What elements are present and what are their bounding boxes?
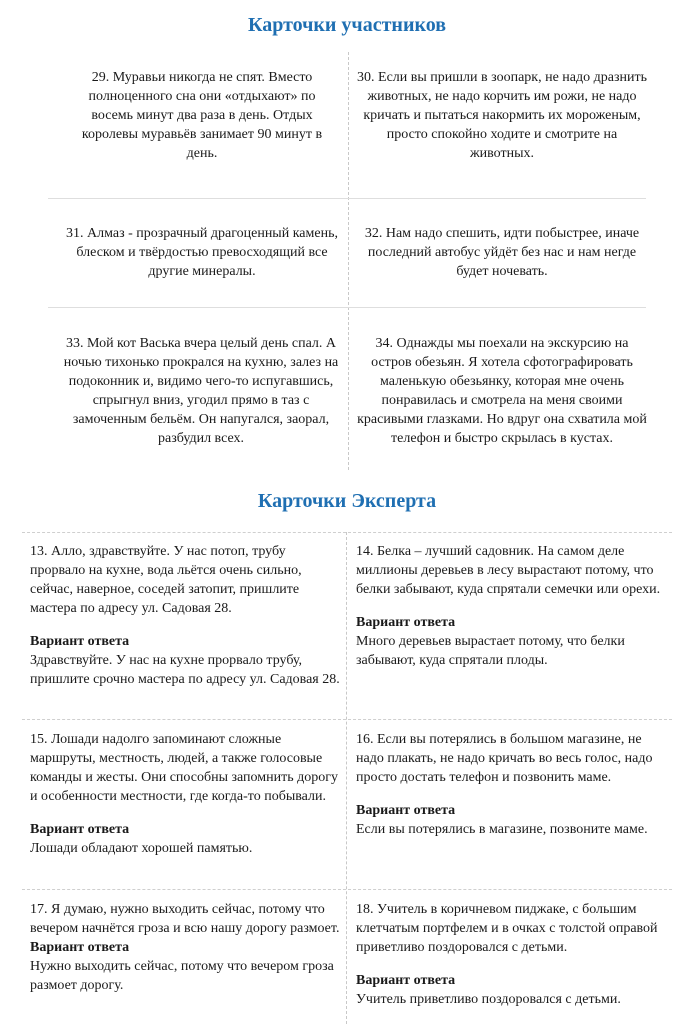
answer-label: Вариант ответа: [30, 822, 130, 837]
participants-row-divider: [48, 307, 646, 308]
expert-row-divider: [22, 719, 672, 720]
expert-card-text: 13. Алло, здравствуйте. У нас потоп, трубу прорвало на кухне, вода льётся очень сильно, сейчас, наверное, соседей затопит, пришлите мастера по адресу ул. Садовая 28.: [30, 544, 302, 616]
answer-label: Вариант ответа: [30, 634, 130, 649]
participant-card-34: 34. Однажды мы поехали на экскурсию на остров обезьян. Я хотела сфотографировать маленькую обезьянку, которая мне очень понравилась и смотрела на меня своими красивыми глазками. Но вдруг она схватила мой телефон и быстро скрылась в кустах.: [357, 336, 647, 446]
expert-row-divider: [22, 532, 672, 533]
expert-card-17: [30, 900, 340, 995]
expert-card-16: [356, 730, 672, 839]
expert-card-18: [356, 900, 672, 1009]
answer-text: Учитель приветливо поздоровался с детьми.: [356, 992, 621, 1007]
answer-label: Вариант ответа: [356, 973, 456, 988]
participant-card-32: 32. Нам надо спешить, идти побыстрее, иначе последний автобус уйдёт без нас и нам негде будет ночевать.: [364, 226, 640, 279]
expert-column-divider: [346, 532, 347, 1024]
answer-text: Лошади обладают хорошей памятью.: [30, 841, 253, 856]
answer-text: Много деревьев вырастает потому, что белки забывают, куда спрятали плоды.: [356, 634, 625, 668]
participant-card-29: 29. Муравьи никогда не спят. Вместо полноценного сна они «отдыхают» по восемь минут два раза в день. Отдых королевы муравьёв занимает 90 минут в день.: [81, 70, 323, 161]
expert-card-text: 16. Если вы потерялись в большом магазине, не надо плакать, не надо кричать во весь голос, надо просто достать телефон и позвонить маме.: [356, 732, 653, 785]
answer-label: Вариант ответа: [356, 615, 456, 630]
answer-text: Если вы потерялись в магазине, позвоните маме.: [356, 822, 648, 837]
expert-card-text: 18. Учитель в коричневом пиджаке, с большим клетчатым портфелем и в очках с толстой оправой приветливо поздоровался с детьми.: [356, 902, 658, 955]
participants-title: Карточки участников: [247, 14, 447, 36]
expert-card-text: 15. Лошади надолго запоминают сложные маршруты, местность, людей, а также голосовые команды и жесты. Они способны запомнить дорогу и особенности местности, где когда-то побывали.: [30, 732, 338, 804]
expert-title: Карточки Эксперта: [257, 490, 437, 512]
answer-label: Вариант ответа: [356, 803, 456, 818]
expert-row-divider: [22, 889, 672, 890]
participant-card-30: 30. Если вы пришли в зоопарк, не надо дразнить животных, не надо корчить им рожи, не надо кричать и пытаться накормить их мороженым, просто спокойно ходите и смотрите на животных.: [357, 70, 647, 161]
answer-label: Вариант ответа: [30, 940, 130, 955]
answer-text: Здравствуйте. У нас на кухне прорвало трубу, пришлите срочно мастера по адресу ул. Садовая 28.: [30, 653, 340, 687]
expert-card-text: 14. Белка – лучший садовник. На самом деле миллионы деревьев в лесу вырастают потому, что белки забывают, куда спрятали семечки или орехи.: [356, 544, 661, 597]
participant-card-33: 33. Мой кот Васька вчера целый день спал. А ночью тихонько прокрался на кухню, залез на подоконник и, видимо чего-то испугавшись, спрыгнул вниз, угодил прямо в таз с замоченным бельём. Он напугался, заорал, разбудил всех.: [63, 336, 339, 446]
participants-column-divider: [348, 52, 349, 470]
participants-row-divider: [48, 198, 646, 199]
expert-card-15: [30, 730, 340, 858]
participant-card-31: 31. Алмаз - прозрачный драгоценный камень, блеском и твёрдостью превосходящий все другие минералы.: [66, 226, 338, 279]
expert-card-text: 17. Я думаю, нужно выходить сейчас, потому что вечером начнётся гроза и всю нашу дорогу размоет.: [30, 902, 340, 936]
expert-card-14: [356, 542, 672, 670]
expert-card-13: [30, 542, 340, 689]
answer-text: Нужно выходить сейчас, потому что вечером гроза размоет дорогу.: [30, 959, 334, 993]
